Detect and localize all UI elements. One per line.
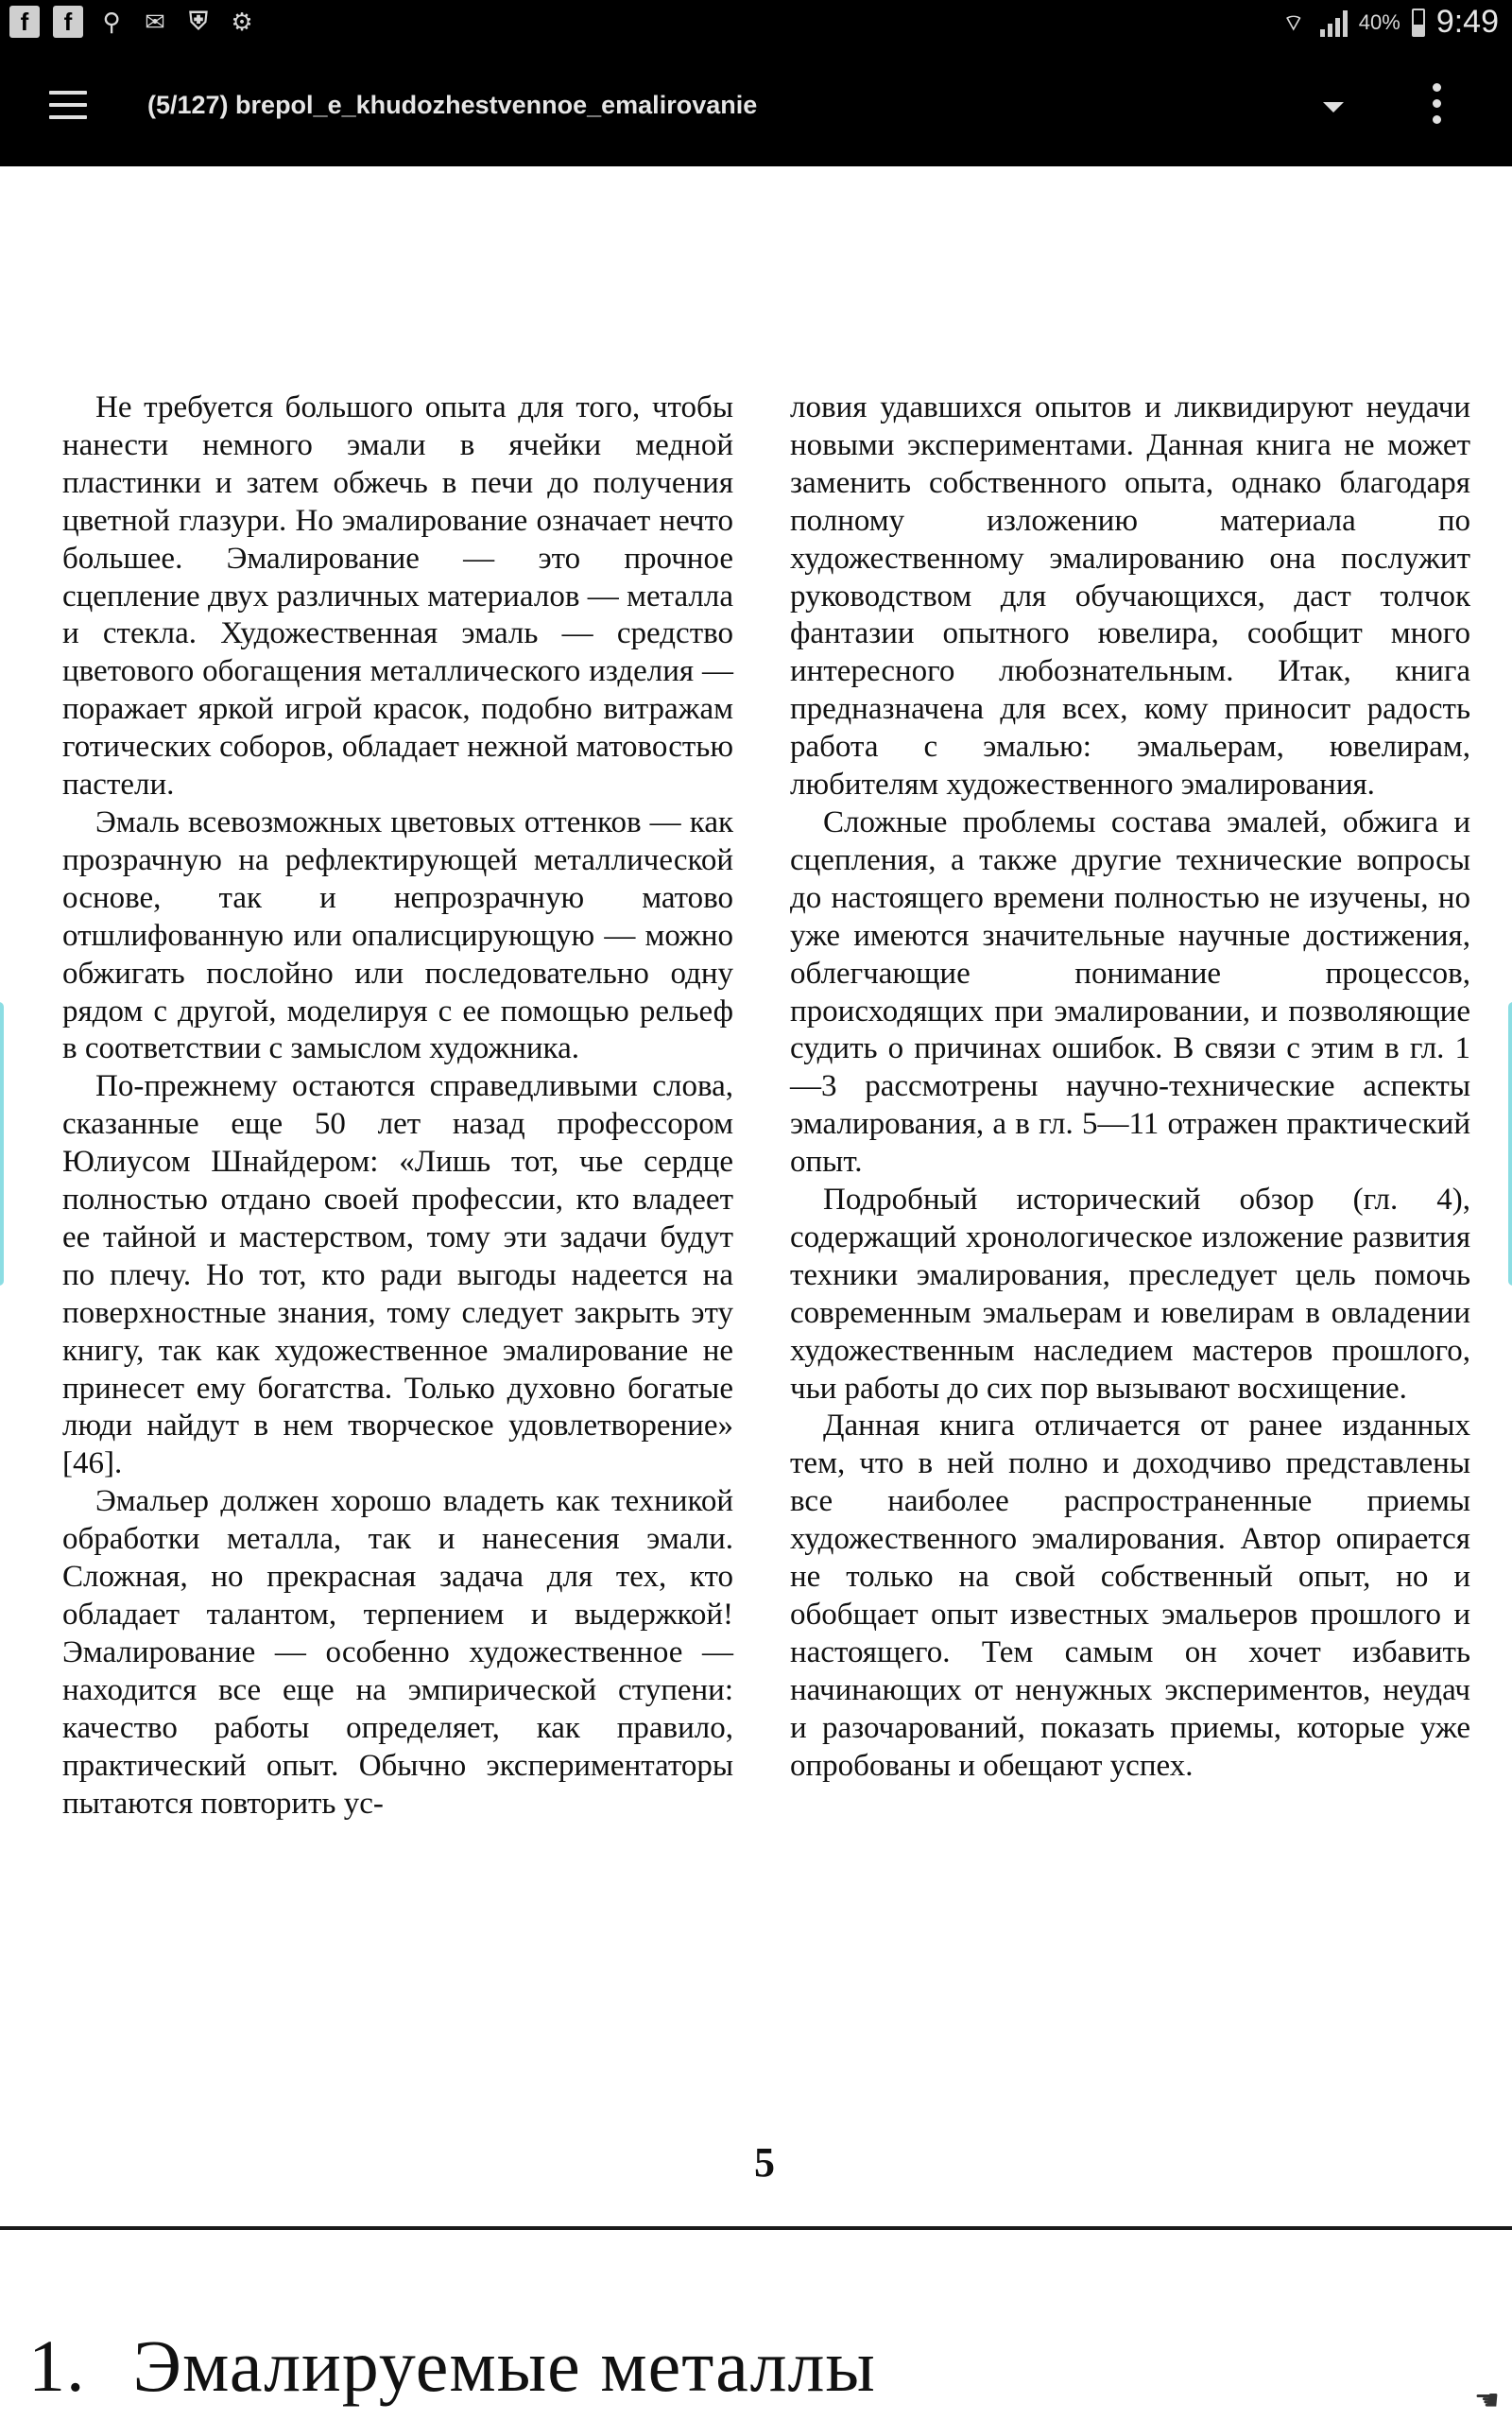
signal-icon [1320,9,1348,37]
hand-tool-icon[interactable]: ☚ [1474,2385,1500,2416]
right-column [790,389,1470,1786]
paragraph: Эмаль всевозможных цветовых оттенков — как прозрачную на рефлектирующей металлической основе, так и непрозрачную матово отшлифованную или опалисцирующую — можно обжигать послойно или последовательно одну рядом с другой, моделируя с ее помощью рельеф в соответствии с замыслом художника. [62,804,733,1066]
edge-scroll-indicator [0,1002,4,1286]
paragraph: По-прежнему остаются справедливыми слова, сказанные еще 50 лет назад профессором Юлиусом Шнайдером: «Лишь тот, чье сердце полностью отдано своей профессии, кто владеет ее тайной и мастерством, тому эти задачи будут по плечу. Но тот, кто ради выгоды надеется на поверхностные знания, тому следует закрыть эту книгу, так как художественное эмалирование не принесет ему богатства. Только духовно богатые люди найдут в нем творческое удовлетворение» [46]. [62,1069,733,1481]
notification-icon: ✉ [145,7,165,36]
more-options-button[interactable] [1425,83,1448,130]
paragraph: ловия удавшихся опытов и ликвидируют неудачи новыми экспериментами. Данная книга не может заменить собственного опыта, однако благодаря полному изложению материала по художественному эмалированию она послужит руководством для обучающихся, даст толчок фантазии опытного ювелира, сообщит много интересного любознательным. Итак, книга предназначена для всех, кому приносит радость работа с эмалью: эмальерам, ювелирам, любителям художественного эмалирования. [790,390,1470,803]
system-indicators [1279,4,1499,41]
chevron-down-icon[interactable] [1323,102,1344,112]
page-number: 5 [754,2139,775,2186]
battery-percent: 40% [1358,9,1400,34]
paragraph: Данная книга отличается от ранее изданных тем, что в ней полно и доходчиво представлены все наиболее распространенные приемы художественного эмалирования. Автор опирается не только на свой собственный опыт, но и обобщает опыт известных эмальеров прошлого и настоящего. Тем самым он хочет избавить начинающих от ненужных экспериментов, неудач и разочарований, показать приемы, которые уже опробованы и обещают успех. [790,1409,1470,1783]
settings-icon: ⚙ [231,7,253,36]
hamburger-icon [49,91,87,95]
edge-scroll-indicator [1508,1002,1512,1286]
menu-button[interactable] [49,91,87,121]
search-icon: ⚲ [102,7,121,36]
chapter-title: Эмалируемые металлы [132,2325,876,2407]
battery-icon [1412,9,1425,37]
document-title: (5/127) brepol_e_khudozhestvennoe_emalirovanie [147,91,758,119]
chapter-number: 1. [28,2325,86,2407]
paragraph: Подробный исторический обзор (гл. 4), содержащий хронологическое изложение развития техники эмалирования, преследует цель помочь современным эмальерам и ювелирам в овладении художественным наследием мастеров прошлого, чьи работы до сих пор вызывают восхищение. [790,1183,1470,1406]
facebook-icon: f [9,6,40,38]
paragraph: Эмальер должен хорошо владеть как техникой обработки металла, так и нанесения эмали. Сложная, но прекрасная задача для тех, кто обладает талантом, терпением и выдержкой! Эмалирование — особенно художественное — находится все еще на эмпирической ступени: качество работы определяет, как правило, практический опыт. Обычно экспериментаторы пытаются повторить ус- [62,1484,733,1821]
notification-icons [9,6,257,38]
facebook-icon: f [53,6,83,38]
left-column [62,389,733,1823]
app-toolbar [0,49,1512,166]
clock: 9:49 [1435,4,1499,40]
wifi-icon: ⌔ [1282,9,1305,36]
shield-icon: ⛨ [189,7,208,35]
status-bar [0,0,1512,49]
page-divider [0,2226,1512,2230]
chapter-heading [28,2324,876,2409]
paragraph: Сложные проблемы состава эмалей, обжига и сцепления, а также другие технические вопросы до настоящего времени полностью не изучены, но уже имеются значительные научные достижения, облегчающие понимание процессов, происходящих при эмалировании, и позволяющие судить о причинах ошибок. В связи с этим в гл. 1—3 рассмотрены научно-технические аспекты эмалирования, а в гл. 5—11 отражен практический опыт. [790,804,1470,1180]
paragraph: Не требуется большого опыта для того, чтобы нанести немного эмали в ячейки медной пластинки и затем обжечь в печи до получения цветной глазури. Но эмалирование означает нечто большее. Эмалирование — это прочное сцепление двух различных материалов — металла и стекла. Художественная эмаль — средство цветового обогащения металлического изделия — поражает яркой игрой красок, подобно витражам готических соборов, обладает нежной матовостью пастели. [62,390,733,803]
